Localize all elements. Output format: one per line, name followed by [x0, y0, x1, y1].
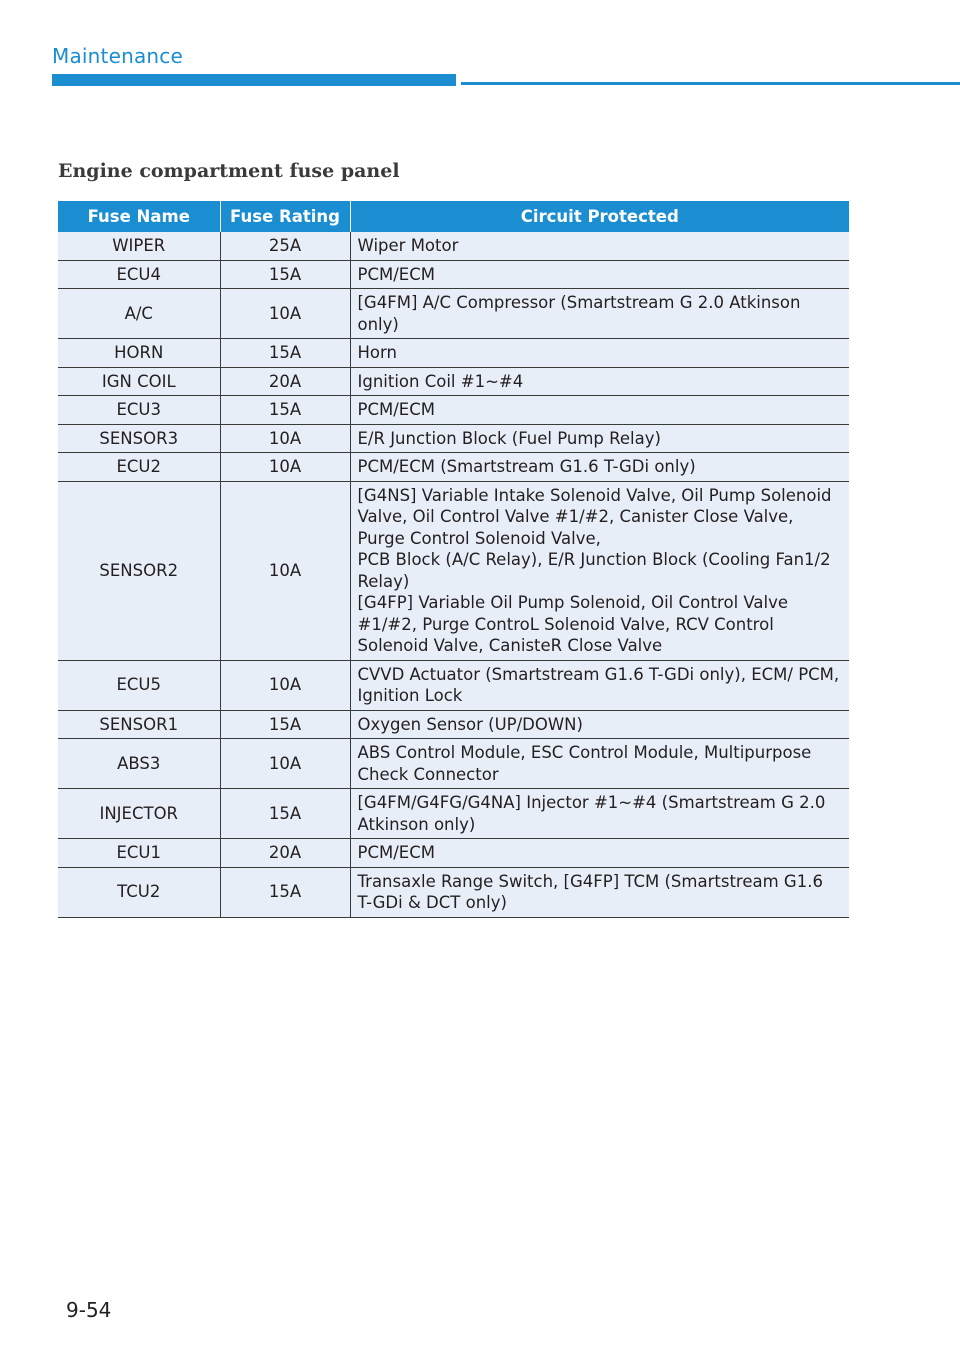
fuse-table-body — [58, 232, 849, 917]
table-row — [58, 232, 849, 260]
circuit-protected-cell — [350, 424, 849, 453]
column-header-fuse-rating: Fuse Rating — [220, 201, 350, 232]
fuse-name-cell: SENSOR1 — [58, 710, 220, 739]
fuse-name-cell: ECU1 — [58, 839, 220, 868]
fuse-rating-cell: 15A — [220, 789, 350, 839]
circuit-line: ABS Control Module, ESC Control Module, Multipurpose Check Connector — [357, 743, 812, 784]
fuse-name-cell: ABS3 — [58, 739, 220, 789]
circuit-protected-cell — [350, 396, 849, 425]
fuse-rating-cell: 10A — [220, 453, 350, 482]
fuse-name-cell: ECU2 — [58, 453, 220, 482]
table-row — [58, 481, 849, 660]
section-title: Engine compartment fuse panel — [58, 160, 400, 182]
circuit-line: PCB Block (A/C Relay), E/R Junction Block (Cooling Fan1/2 Relay) — [357, 550, 831, 591]
circuit-protected-cell — [350, 789, 849, 839]
table-row — [58, 789, 849, 839]
circuit-line: PCM/ECM — [357, 264, 435, 284]
fuse-rating-cell: 25A — [220, 232, 350, 260]
table-row — [58, 424, 849, 453]
header-bar-thin — [461, 82, 960, 85]
circuit-line: Ignition Coil #1~#4 — [357, 371, 524, 391]
circuit-line: PCM/ECM (Smartstream G1.6 T-GDi only) — [357, 457, 696, 476]
circuit-line: CVVD Actuator (Smartstream G1.6 T-GDi only), ECM/ PCM, Ignition Lock — [357, 664, 840, 705]
fuse-name-cell: ECU4 — [58, 260, 220, 289]
circuit-line: PCM/ECM — [357, 400, 435, 419]
fuse-rating-cell: 10A — [220, 481, 350, 660]
fuse-table — [58, 201, 849, 918]
circuit-line: [G4FM] A/C Compressor (Smartstream G 2.0 Atkinson only) — [357, 293, 801, 334]
table-header-row — [58, 201, 849, 232]
fuse-rating-cell: 10A — [220, 660, 350, 710]
fuse-name-cell: ECU5 — [58, 660, 220, 710]
fuse-rating-cell: 10A — [220, 739, 350, 789]
circuit-line: [G4NS] Variable Intake Solenoid Valve, Oil Pump Solenoid Valve, Oil Control Valve #1/#2, Canister Close Valve, Purge Control Solenoid Valve, — [357, 485, 832, 548]
fuse-rating-cell: 10A — [220, 289, 350, 339]
fuse-name-cell: INJECTOR — [58, 789, 220, 839]
circuit-protected-cell — [350, 481, 849, 660]
fuse-rating-cell: 10A — [220, 424, 350, 453]
table-row — [58, 453, 849, 482]
fuse-name-cell: SENSOR2 — [58, 481, 220, 660]
header-title: Maintenance — [52, 44, 183, 68]
fuse-name-cell: IGN COIL — [58, 367, 220, 396]
table-row — [58, 396, 849, 425]
table-row — [58, 339, 849, 368]
circuit-protected-cell — [350, 867, 849, 917]
fuse-name-cell: WIPER — [58, 232, 220, 260]
circuit-protected-cell — [350, 260, 849, 289]
fuse-rating-cell: 15A — [220, 867, 350, 917]
fuse-rating-cell: 15A — [220, 710, 350, 739]
circuit-line: Oxygen Sensor (UP/DOWN) — [357, 714, 583, 734]
fuse-name-cell: A/C — [58, 289, 220, 339]
table-row — [58, 660, 849, 710]
circuit-line: PCM/ECM — [357, 843, 435, 862]
column-header-fuse-name: Fuse Name — [58, 201, 220, 232]
table-row — [58, 739, 849, 789]
circuit-protected-cell — [350, 289, 849, 339]
table-row — [58, 867, 849, 917]
circuit-line: [G4FM/G4FG/G4NA] Injector #1~#4 (Smartstream G 2.0 Atkinson only) — [357, 793, 826, 834]
fuse-name-cell: ECU3 — [58, 396, 220, 425]
fuse-name-cell: TCU2 — [58, 867, 220, 917]
fuse-rating-cell: 20A — [220, 367, 350, 396]
circuit-protected-cell — [350, 839, 849, 868]
circuit-protected-cell — [350, 710, 849, 739]
fuse-rating-cell: 20A — [220, 839, 350, 868]
header-bar-thick — [52, 74, 456, 86]
fuse-rating-cell: 15A — [220, 396, 350, 425]
circuit-line: Horn — [357, 343, 397, 362]
page-number: 9-54 — [66, 1298, 112, 1322]
table-row — [58, 367, 849, 396]
table-row — [58, 839, 849, 868]
circuit-protected-cell — [350, 232, 849, 260]
circuit-protected-cell — [350, 660, 849, 710]
circuit-protected-cell — [350, 339, 849, 368]
table-row — [58, 289, 849, 339]
fuse-rating-cell: 15A — [220, 260, 350, 289]
column-header-circuit-protected: Circuit Protected — [350, 201, 849, 232]
table-row — [58, 260, 849, 289]
circuit-line: Wiper Motor — [357, 236, 459, 255]
circuit-protected-cell — [350, 367, 849, 396]
circuit-line: Transaxle Range Switch, [G4FP] TCM (Smartstream G1.6 T-GDi & DCT only) — [357, 871, 823, 912]
circuit-protected-cell — [350, 739, 849, 789]
circuit-protected-cell — [350, 453, 849, 482]
fuse-name-cell: HORN — [58, 339, 220, 368]
table-row — [58, 710, 849, 739]
fuse-name-cell: SENSOR3 — [58, 424, 220, 453]
fuse-rating-cell: 15A — [220, 339, 350, 368]
circuit-line: [G4FP] Variable Oil Pump Solenoid, Oil Control Valve #1/#2, Purge ControL Solenoid Valve, RCV Control Solenoid Valve, CanisteR Close Valve — [357, 593, 789, 655]
circuit-line: E/R Junction Block (Fuel Pump Relay) — [357, 428, 661, 448]
